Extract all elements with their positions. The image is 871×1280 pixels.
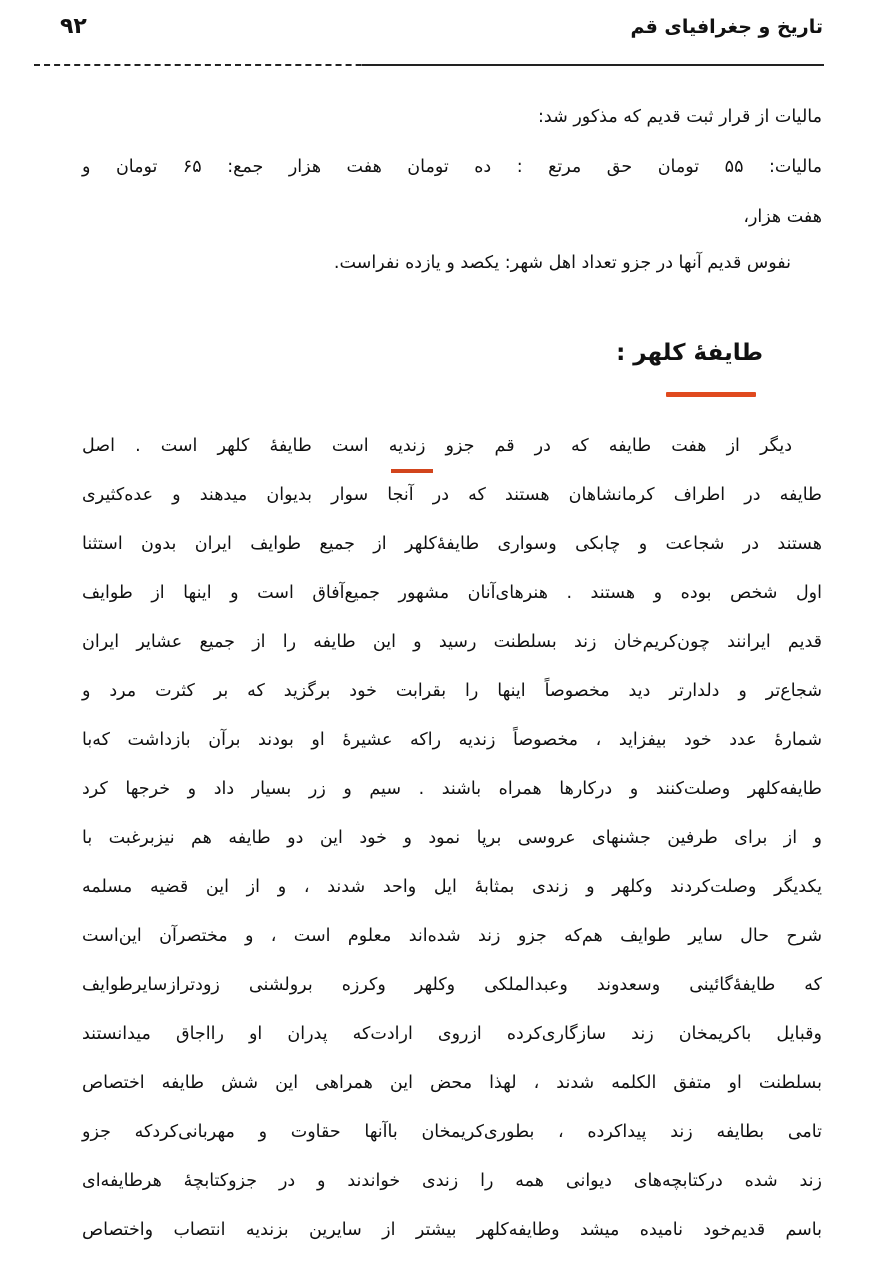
paragraph-line: زند شده درکتابچه‌های دیوانی همه را زندی خواندند و در جزوکتابچهٔ هرطایفه‌ای <box>82 1171 822 1191</box>
paragraph-line: دیگر از هفت طایفه که در قم جزو زندیه است طایفهٔ کلهر است . اصل <box>82 436 792 456</box>
finance-intro: مالیات از قرار ثبت قدیم که مذکور شد: <box>538 107 822 127</box>
paragraph-line: که طایفهٔ‌گائینی وسعدوند وعبدالملکی وکلهر وکرزه برولشنی زودترازسایرطوایف <box>82 975 822 995</box>
word-underline <box>391 469 433 473</box>
paragraph-line: یکدیگر وصلت‌کردند وکلهر و زندی بمثابهٔ ایل واحد شدند ، و از این قضیه مسلمه <box>82 877 822 897</box>
paragraph-line: شجاع‌تر و دلدارتر دید مخصوصاً اینها را بقرابت خود برگزید که بر کثرت مرد و <box>82 681 822 701</box>
paragraph-line: هستند در شجاعت و چابکی وسواری طایفهٔ‌کلهر از جمیع طوایف ایران بدون استثنا <box>82 534 822 554</box>
paragraph-line: طایفه‌کلهر وصلت‌کنند و درکارها همراه باشند . سیم و زر بسیار داد و خرجها کرد <box>82 779 822 799</box>
finance-line-1: مالیات: ۵۵ تومان حق مرتع : ده تومان هفت هزار جمع: ۶۵ تومان و <box>82 157 822 177</box>
paragraph-line: شمارهٔ عدد خود بیفزاید ، مخصوصاً زندیه راکه عشیرهٔ او بودند برآن بازداشت که‌با <box>82 730 822 750</box>
running-head <box>36 12 823 52</box>
population-line: نفوس قدیم آنها در جزو تعداد اهل شهر: یکصد و یازده نفراست. <box>333 253 791 273</box>
finance-line-2: هفت هزار، <box>743 207 822 227</box>
paragraph-line: باسم قدیم‌خود نامیده میشد وطایفه‌کلهر بیشتر از سایرین بزندیه انتصاب واختصاص <box>82 1220 822 1240</box>
header-rule-solid <box>362 64 824 66</box>
paragraph-line: بسلطنت او متفق الکلمه شدند ، لهذا محض این همراهی این شش طایفه اختصاص <box>82 1073 822 1093</box>
paragraph-line: و از برای طرفین جشنهای عروسی برپا نمود و خود این دو طایفه هم نیزبرغبت با <box>82 828 822 848</box>
paragraph-line: شرح حال سایر طوایف هم‌که جزو زند شده‌اند معلوم است ، و مختصرآن این‌است <box>82 926 822 946</box>
paragraph-line: اول شخص بوده و هستند . هنرهای‌آنان مشهور جمیع‌آفاق است و اینها از طوایف <box>82 583 822 603</box>
heading-underline <box>666 392 756 397</box>
book-title: تاریخ و جغرافیای قم <box>630 16 823 38</box>
paragraph-line: طایفه در اطراف کرمانشاهان هستند که در آنجا سوار بدیوان میدهند و عده‌کثیری <box>82 485 822 505</box>
section-heading: طایفهٔ کلهر : <box>616 340 763 366</box>
paragraph-line: تامی بطایفه زند پیداکرده ، بطوری‌کریمخان باآنها حقاوت و مهربانی‌کرد‌که جزو <box>82 1122 822 1142</box>
paragraph-line: وقبایل باکریمخان زند سازگاری‌کرده ازروی ارادت‌که پدران او رااجاق میدانستند <box>82 1024 822 1044</box>
paragraph-line: قدیم ایرانند چون‌کریم‌خان زند بسلطنت رسید و این طایفه را از جمیع عشایر ایران <box>82 632 822 652</box>
page-number: ۹۲ <box>60 14 87 39</box>
